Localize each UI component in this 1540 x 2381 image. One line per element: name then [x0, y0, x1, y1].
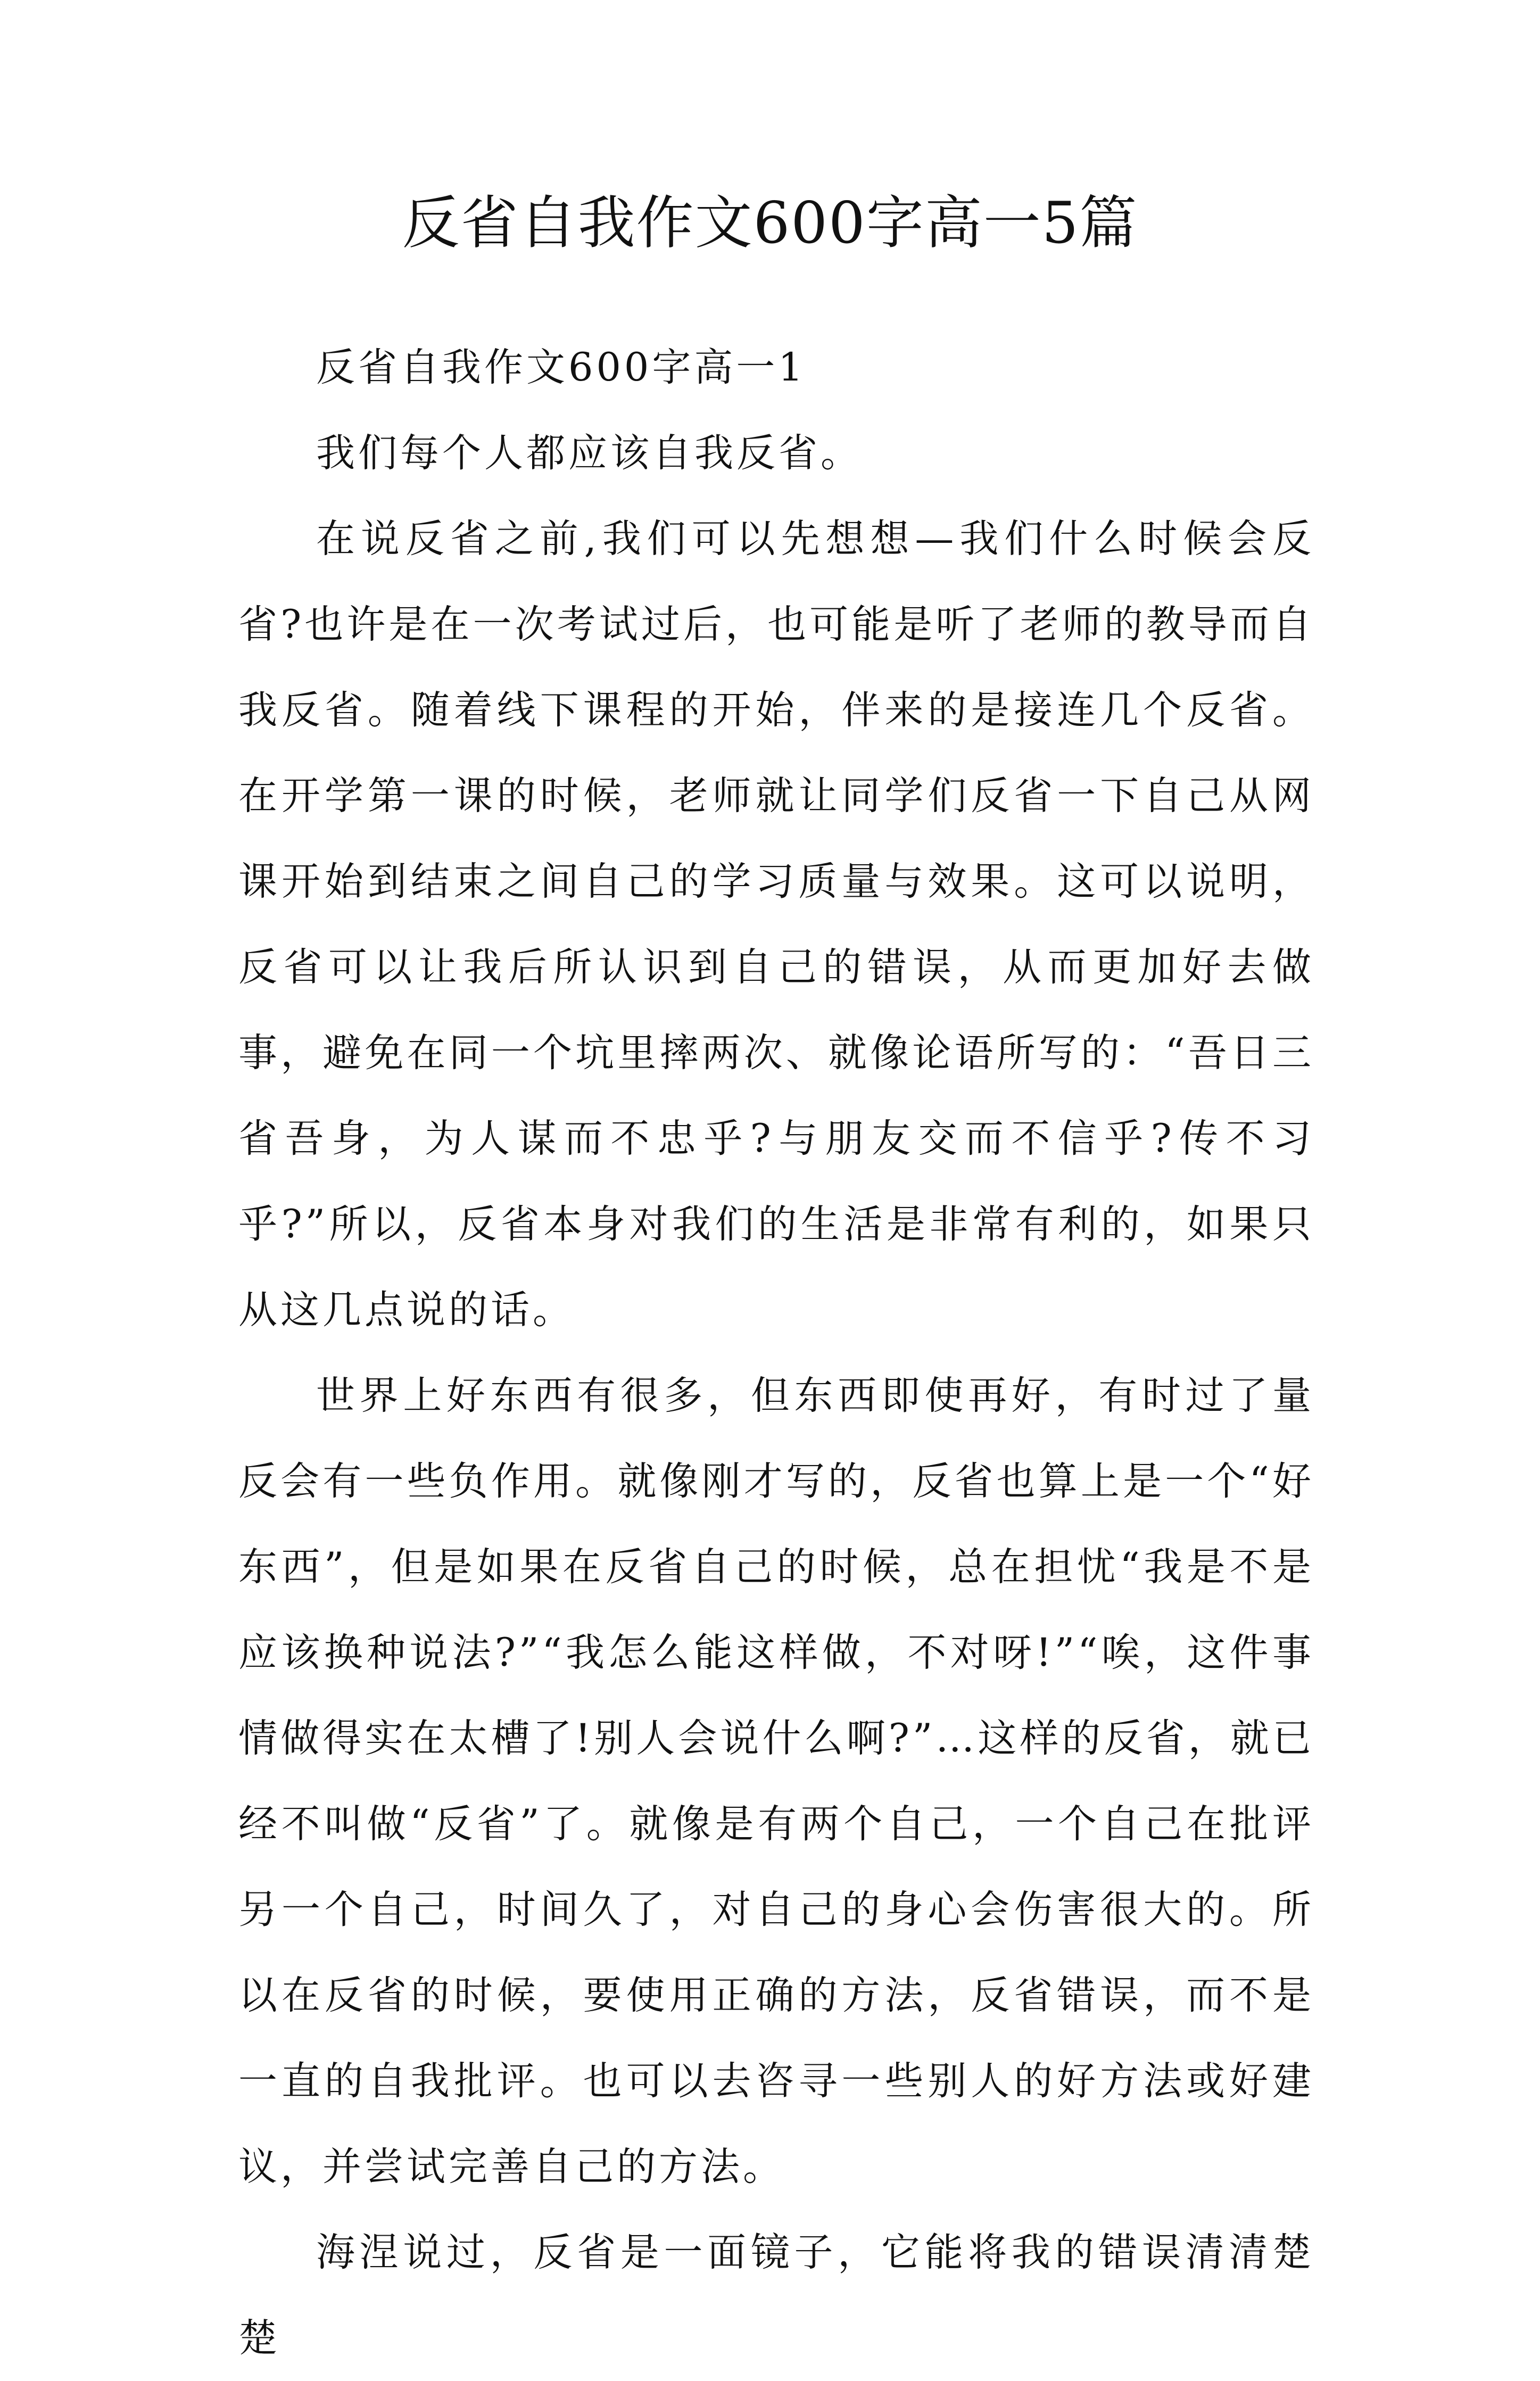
paragraph: 海涅说过，反省是一面镜子，它能将我的错误清清楚楚	[238, 2230, 1314, 2361]
paragraph: 世界上好东西有很多，但东西即使再好，有时过了量反会有一些负作用。就像刚才写的，反省也算上是一个“好东西”，但是如果在反省自己的时候，总在担忧“我是不是应该换种说法?”“我怎么能这样做，不对呀!”“唉，这件事情做得实在太槽了!别人会说什么啊?”…这样的反省，就已经不叫做“反省”了。就像是有两个自己，一个自己在批评另一个自己，时间久了，对自己的身心会伤害很大的。所以在反省的时候，要使用正确的方法，反省错误，而不是一直的自我批评。也可以去咨寻一些别人的好方法或好建议，并尝试完善自己的方法。	[238, 1373, 1314, 2189]
document-body	[238, 325, 1314, 2381]
paragraph-subtitle: 反省自我作文600字高一1	[316, 345, 806, 390]
paragraph: 在说反省之前,我们可以先想想—我们什么时候会反省?也许是在一次考试过后，也可能是听了老师的教导而自我反省。随着线下课程的开始，伴来的是接连几个反省。在开学第一课的时候，老师就让同学们反省一下自己从网课开始到结束之间自己的学习质量与效果。这可以说明，反省可以让我后所认识到自己的错误，从而更加好去做事，避免在同一个坑里摔两次、就像论语所写的：“吾日三省吾身，为人谋而不忠乎?与朋友交而不信乎?传不习乎?”所以，反省本身对我们的生活是非常有利的，如果只从这几点说的话。	[238, 516, 1314, 1333]
document-title: 反省自我作文600字高一5篇	[402, 190, 1138, 257]
paragraph: 我们每个人都应该自我反省。	[316, 431, 863, 476]
